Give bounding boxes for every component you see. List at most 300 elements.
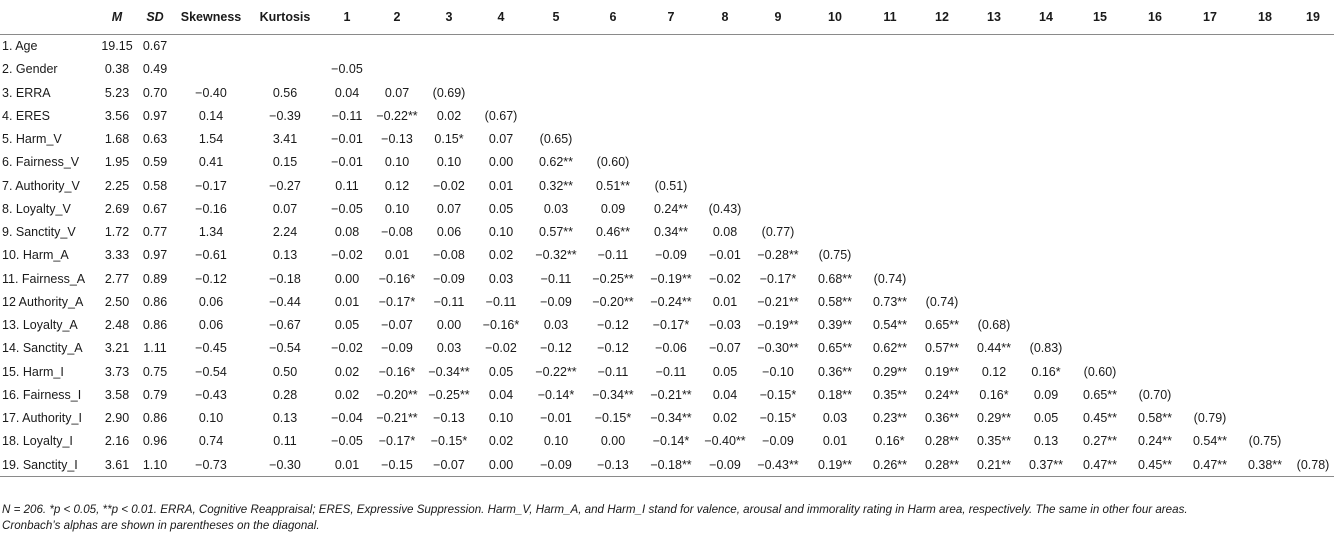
table-cell: 0.01 [384,248,410,263]
table-cell [700,58,750,81]
table-cell: (0.60) [596,155,630,170]
table-cell [1292,221,1334,244]
table-cell [700,174,750,197]
table-cell [916,267,968,290]
table-cell: 0.44** [976,341,1012,356]
table-cell: (0.69) [432,85,466,100]
table-cell [1020,34,1072,58]
table-cell: 0.02 [712,411,738,426]
table-cell [1238,314,1292,337]
table-cell: 0.03 [436,341,462,356]
table-cell [1072,290,1128,313]
table-cell: −0.09 [528,453,584,477]
table-cell: −0.05 [331,434,363,449]
table-row [0,430,1334,453]
table-cell: 0.07 [488,132,514,147]
table-row [0,221,1334,244]
table-cell: 0.58** [817,294,853,309]
header-cell: 13 [968,0,1020,34]
table-cell [1182,104,1238,127]
table-cell [1182,337,1238,360]
table-cell: 0.19** [924,364,960,379]
table-cell [864,34,916,58]
table-cell: 0.97 [142,108,168,123]
table-cell [176,34,246,58]
table-cell: −0.11 [655,364,687,379]
table-cell [1238,81,1292,104]
table-cell [528,58,584,81]
table-cell: 0.05 [488,364,514,379]
table-cell: −0.40 [195,85,227,100]
table-cell [642,81,700,104]
table-cell: 0.37** [1020,453,1072,477]
table-cell: −0.09 [540,294,572,309]
table-cell [916,128,968,151]
table-cell: −0.17 [195,178,227,193]
table-cell: 0.11 [273,434,297,449]
table-cell: 0.10 [543,434,569,449]
table-cell: 0.08 [334,225,360,240]
table-cell: 0.15 [272,155,298,170]
table-cell: 0.38 [104,62,130,77]
table-cell: 0.67 [142,201,168,216]
table-cell: 1.54 [198,132,224,147]
table-cell [1238,290,1292,313]
table-cell [424,58,474,81]
table-cell: −0.18** [642,453,700,477]
table-cell: −0.21** [376,411,418,426]
table-cell: 0.06 [198,294,224,309]
header-cell: 3 [424,0,474,34]
table-cell: 0.01 [324,453,370,477]
table-cell: 0.03 [822,411,848,426]
table-cell [1128,58,1182,81]
table-cell [246,58,324,81]
table-cell [1292,151,1334,174]
table-cell [864,81,916,104]
header-cell: M [100,0,134,34]
table-cell: 0.16* [875,434,905,449]
table-cell: 0.01 [822,434,848,449]
table-cell: −0.05 [331,201,363,216]
table-cell: −0.12 [597,341,629,356]
table-cell [1182,151,1238,174]
header-cell: 1 [324,0,370,34]
table-cell: 0.15* [434,132,464,147]
table-cell [1072,34,1128,58]
table-cell: (0.74) [873,271,907,286]
table-cell: 1.95 [104,155,130,170]
table-cell [1128,337,1182,360]
table-cell: 0.26** [864,453,916,477]
table-cell: 19.15 [101,39,133,54]
table-cell [1238,128,1292,151]
table-cell: 0.34** [653,225,689,240]
table-cell: 0.02 [334,387,360,402]
header-cell: 17 [1182,0,1238,34]
table-cell [864,58,916,81]
header-cell: 11 [864,0,916,34]
table-cell: (0.83) [1029,341,1063,356]
table-cell [1238,221,1292,244]
table-cell [1128,244,1182,267]
table-cell [916,104,968,127]
table-cell: 0.39** [817,318,853,333]
table-cell: 0.38** [1238,453,1292,477]
table-cell: 2.77 [104,271,130,286]
table-cell: 0.02 [334,364,360,379]
table-cell: 0.41 [198,155,224,170]
table-cell: −0.09 [762,434,794,449]
table-cell: 1.72 [104,225,130,240]
table-cell: −0.20** [376,387,418,402]
table-cell [700,151,750,174]
table-cell [1020,267,1072,290]
table-cell: 0.36** [924,411,960,426]
table-cell: 0.35** [872,387,908,402]
table-cell: −0.14* [652,434,690,449]
table-cell: 3.73 [104,364,130,379]
table-cell: 0.10 [488,225,514,240]
table-cell [806,174,864,197]
table-cell [1182,221,1238,244]
table-cell [968,244,1020,267]
table-cell [1182,360,1238,383]
table-cell: −0.30** [757,341,799,356]
header-cell: 15 [1072,0,1128,34]
header-cell: 2 [370,0,424,34]
table-cell [916,221,968,244]
table-cell: −0.30 [246,453,324,477]
table-cell: 0.45** [1082,411,1118,426]
table-cell [1020,104,1072,127]
table-cell [642,58,700,81]
table-cell: 0.57** [924,341,960,356]
table-cell [1128,151,1182,174]
table-cell: −0.16* [378,271,416,286]
table-cell: 0.10 [384,155,410,170]
table-cell: −0.11 [485,294,517,309]
table-cell [1182,267,1238,290]
table-row [0,34,1334,58]
table-cell: 0.09 [1033,387,1059,402]
table-cell [642,104,700,127]
table-row [0,104,1334,127]
row-label: 13. Loyalty_A [2,318,78,333]
table-cell [1292,314,1334,337]
table-row [0,151,1334,174]
table-cell [1238,151,1292,174]
header-cell: Skewness [176,0,246,34]
table-cell [528,81,584,104]
header-cell: 16 [1128,0,1182,34]
table-cell [916,197,968,220]
table-cell [1020,174,1072,197]
table-cell: 3.56 [104,108,130,123]
table-cell: 1.10 [134,453,176,477]
table-cell: −0.06 [655,341,687,356]
table-cell [1238,197,1292,220]
table-cell [1128,174,1182,197]
header-cell: 9 [750,0,806,34]
table-cell: 0.67 [142,39,168,54]
table-cell [968,128,1020,151]
table-cell: −0.16* [378,364,416,379]
table-row [0,128,1334,151]
table-cell [750,128,806,151]
table-cell [700,34,750,58]
table-cell: 0.09 [600,201,626,216]
table-cell [1238,104,1292,127]
table-cell [1182,128,1238,151]
table-cell: 2.90 [104,411,130,426]
table-cell [1292,58,1334,81]
table-cell: 0.13 [272,411,298,426]
table-cell: 0.01 [488,178,514,193]
table-cell [968,290,1020,313]
table-row [0,244,1334,267]
table-cell: −0.01 [540,411,572,426]
row-label: 10. Harm_A [2,248,69,263]
table-cell: 3.58 [104,387,130,402]
table-cell: −0.02 [709,271,741,286]
table-cell [1182,174,1238,197]
header-cell: 12 [916,0,968,34]
table-cell: 2.50 [104,294,130,309]
table-cell [700,104,750,127]
table-cell: 0.47** [1182,453,1238,477]
table-cell: −0.34** [592,387,634,402]
table-cell [1292,244,1334,267]
table-cell: 0.77 [142,225,168,240]
table-cell: 0.63 [142,132,168,147]
table-cell: −0.11 [597,364,629,379]
table-cell: −0.09 [655,248,687,263]
row-label: 17. Authority_I [2,411,82,426]
table-cell: 0.70 [142,85,168,100]
table-cell [1238,267,1292,290]
row-label: 5. Harm_V [2,132,62,147]
table-cell: −0.11 [433,294,465,309]
table-cell: (0.51) [654,178,688,193]
header-cell: 6 [584,0,642,34]
table-cell [750,151,806,174]
table-cell: −0.02 [331,341,363,356]
table-cell: 0.86 [142,411,168,426]
table-cell: 0.10 [488,411,514,426]
table-cell: −0.20** [592,294,634,309]
table-cell: 0.10 [384,201,410,216]
table-cell: −0.18 [269,271,301,286]
table-cell: 0.10 [198,411,224,426]
table-cell: 0.35** [976,434,1012,449]
table-cell: 0.54** [872,318,908,333]
table-cell: 0.46** [595,225,631,240]
table-cell [968,151,1020,174]
table-cell: 0.29** [872,364,908,379]
table-cell: −0.17* [378,294,416,309]
table-cell: 0.96 [142,434,168,449]
table-cell [806,81,864,104]
table-cell [750,81,806,104]
header-cell: 10 [806,0,864,34]
table-cell [968,221,1020,244]
table-cell [968,81,1020,104]
table-cell: −0.19** [757,318,799,333]
table-cell [864,174,916,197]
table-cell [1292,430,1334,453]
table-cell: −0.17* [652,318,690,333]
table-cell: −0.24** [650,294,692,309]
table-cell: −0.28** [757,248,799,263]
table-cell: −0.13 [584,453,642,477]
table-cell [370,34,424,58]
table-cell: −0.02 [433,178,465,193]
table-cell [584,128,642,151]
table-cell: 0.02 [488,434,514,449]
table-cell [1020,244,1072,267]
table-cell: 0.07 [272,201,298,216]
table-cell: 0.86 [142,318,168,333]
table-cell [1238,58,1292,81]
table-cell: 0.50 [272,364,298,379]
table-cell: 0.28** [916,453,968,477]
table-cell [1020,81,1072,104]
table-cell: −0.14* [537,387,575,402]
table-cell: −0.07 [381,318,413,333]
table-cell: 0.58** [1137,411,1173,426]
row-label: 7. Authority_V [2,178,80,193]
table-cell [370,58,424,81]
table-cell [1182,290,1238,313]
table-cell [642,34,700,58]
table-row [0,314,1334,337]
table-cell: 0.14 [198,108,224,123]
table-cell: −0.09 [433,271,465,286]
table-cell: −0.16 [195,201,227,216]
table-cell: 0.04 [712,387,738,402]
table-cell: 0.45** [1128,453,1182,477]
table-cell: −0.11 [331,108,363,123]
table-cell: 3.21 [104,341,130,356]
table-cell: −0.21** [650,387,692,402]
table-cell: 1.34 [198,225,224,240]
table-cell [424,34,474,58]
table-cell: 0.59 [142,155,168,170]
table-cell [1072,128,1128,151]
table-cell [1182,81,1238,104]
table-cell [1128,360,1182,383]
table-cell [1182,244,1238,267]
table-cell: −0.43** [750,453,806,477]
table-cell: 0.28 [272,387,298,402]
table-cell: 0.00 [436,318,462,333]
table-cell [1128,128,1182,151]
table-cell: 0.29** [976,411,1012,426]
table-cell: −0.01 [331,132,363,147]
table-cell [1072,337,1128,360]
table-cell: 0.57** [538,225,574,240]
header-cell-label [0,0,100,34]
table-cell: 0.16* [1031,364,1061,379]
table-cell [1292,337,1334,360]
table-cell [324,34,370,58]
table-cell: (0.70) [1138,387,1172,402]
table-cell: 0.75 [142,364,168,379]
table-cell: 0.01 [712,294,738,309]
header-cell: SD [134,0,176,34]
table-cell: 0.65** [817,341,853,356]
table-cell: −0.17* [759,271,797,286]
table-cell [528,104,584,127]
table-cell: 0.62** [872,341,908,356]
table-cell [642,151,700,174]
table-cell [968,174,1020,197]
table-cell [1020,221,1072,244]
table-cell: 0.03 [488,271,514,286]
row-label: 4. ERES [2,108,50,123]
table-cell [1292,360,1334,383]
table-cell [1020,58,1072,81]
table-cell: (0.43) [708,201,742,216]
table-cell [750,104,806,127]
table-cell [806,128,864,151]
table-cell [1072,81,1128,104]
table-cell [1128,290,1182,313]
table-cell: 0.13 [1033,434,1059,449]
table-note-line-2: Cronbach’s alphas are shown in parentheses on the diagonal. [2,519,320,532]
table-cell [1072,151,1128,174]
table-cell: 0.27** [1082,434,1118,449]
row-label: 3. ERRA [2,85,51,100]
table-cell: 0.05 [712,364,738,379]
table-cell: 1.11 [143,341,167,356]
table-cell: −0.54 [195,364,227,379]
table-cell: 2.25 [104,178,130,193]
table-cell: −0.44 [269,294,301,309]
table-cell: 0.10 [436,155,462,170]
table-cell: −0.15 [370,453,424,477]
table-note [2,502,1298,534]
table-cell [1020,128,1072,151]
table-row [0,383,1334,406]
table-cell [750,197,806,220]
table-cell: 0.05 [1033,411,1059,426]
table-cell [1292,104,1334,127]
table-cell: −0.19** [650,271,692,286]
table-cell [1238,174,1292,197]
table-cell: 5.23 [104,85,130,100]
table-cell: 0.00 [488,155,514,170]
table-cell [806,58,864,81]
table-cell: −0.08 [381,225,413,240]
table-cell: −0.32** [535,248,577,263]
table-cell: 0.65** [1082,387,1118,402]
table-cell: −0.09 [381,341,413,356]
table-cell: (0.78) [1292,453,1334,477]
table-cell [1238,244,1292,267]
table-header-row [0,0,1334,34]
table-cell: (0.74) [925,294,959,309]
table-cell: 0.06 [198,318,224,333]
table-cell: 3.61 [100,453,134,477]
table-cell [1238,383,1292,406]
table-cell [1292,407,1334,430]
table-cell: −0.25** [428,387,470,402]
table-cell [968,104,1020,127]
table-cell: −0.45 [195,341,227,356]
table-cell [642,128,700,151]
